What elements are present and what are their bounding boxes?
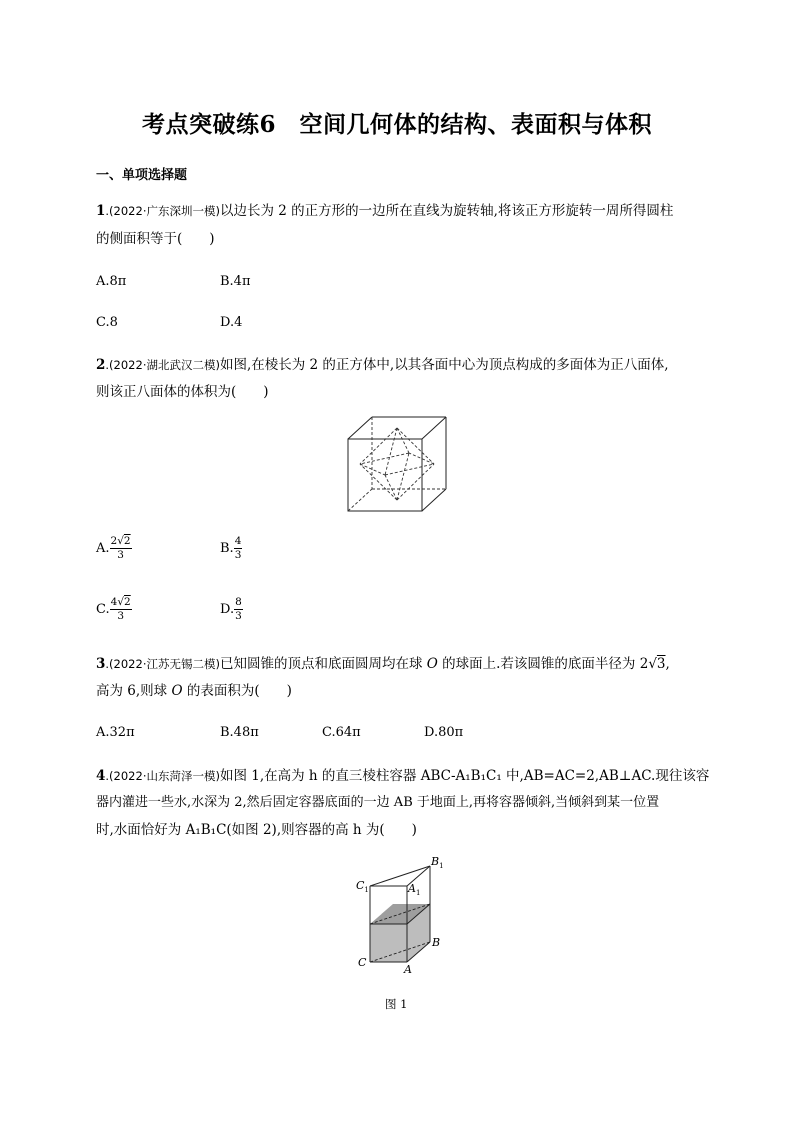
- option-d[interactable]: D.80π: [424, 725, 464, 740]
- radicand: 2: [124, 596, 131, 608]
- label-a: A: [404, 963, 412, 976]
- fraction: $\frac{2√2}{3}$: [110, 535, 131, 561]
- option-letter: C.: [96, 602, 110, 617]
- question-source: .(2022·山东菏泽一模): [105, 769, 220, 783]
- option-a[interactable]: A.32π: [96, 725, 135, 740]
- numerator: 4: [234, 535, 242, 547]
- numerator: 8: [235, 596, 242, 608]
- denominator: 3: [235, 610, 242, 622]
- radicand: 2: [123, 535, 131, 547]
- option-letter: A.: [96, 541, 110, 556]
- option-letter: D.: [220, 602, 235, 617]
- question-number: 1: [96, 203, 106, 219]
- label-b: B: [432, 936, 441, 949]
- fraction: [234, 535, 243, 562]
- denominator: 3: [117, 610, 124, 622]
- question-source: .(2022·湖北武汉二模): [105, 358, 220, 372]
- denominator: 3: [234, 549, 242, 561]
- label-a1: $A_1$: [408, 882, 421, 897]
- option-a[interactable]: A.8π: [96, 274, 127, 289]
- question-4-line-3: 时,水面恰好为 A₁B₁C(如图 2),则容器的高 h 为( ): [96, 822, 417, 838]
- question-text: 的表面积为( ): [182, 683, 292, 699]
- fraction: [234, 596, 243, 623]
- option-d[interactable]: D.4: [220, 315, 243, 330]
- question-text: 如图,在棱长为 2 的正方体中,以其各面中心为顶点构成的多面体为正八面体,: [219, 357, 669, 373]
- question-3-line-1: 3.(2022·江苏无锡二模)已知圆锥的顶点和底面圆周均在球 O 的球面上.若该圆锥的底面半径为 2√3,: [96, 656, 670, 672]
- radicand: 3: [656, 656, 666, 672]
- prism-container-figure: [352, 852, 442, 976]
- option-letter: B.: [220, 541, 234, 556]
- option-d[interactable]: [220, 596, 243, 623]
- question-source: .(2022·广东深圳一模): [105, 204, 220, 218]
- question-4-line-1: [96, 763, 709, 789]
- label-b1: $B_1$: [431, 855, 444, 870]
- option-b[interactable]: [220, 535, 242, 562]
- question-text: ,: [665, 656, 670, 672]
- question-source: .(2022·江苏无锡二模): [105, 657, 220, 671]
- question-2-line-1: [96, 352, 669, 378]
- denominator: 3: [117, 549, 124, 561]
- question-3-line-2: [96, 678, 292, 704]
- figure-caption: 图 1: [385, 997, 408, 1011]
- cube-octahedron-figure: [345, 414, 449, 514]
- question-number: 2: [96, 357, 106, 373]
- question-text: 以边长为 2 的正方形的一边所在直线为旋转轴,将该正方形旋转一周所得圆柱: [219, 203, 674, 219]
- numerator-coefficient: 2: [110, 535, 118, 547]
- numerator-coefficient: 4: [110, 596, 118, 608]
- question-1-line-2: 的侧面积等于( ): [96, 231, 215, 247]
- option-a[interactable]: [96, 535, 132, 562]
- label-c: C: [358, 956, 367, 969]
- option-c[interactable]: C.8: [96, 315, 118, 330]
- fraction: $\frac{4√2}{3}$: [110, 596, 131, 622]
- question-number: 4: [96, 768, 106, 784]
- option-c[interactable]: C.64π: [322, 725, 361, 740]
- question-number: 3: [96, 656, 106, 672]
- question-text: 的球面上.若该圆锥的底面半径为 2: [437, 656, 649, 672]
- option-c[interactable]: [96, 596, 132, 623]
- label-c1: $C_1$: [356, 879, 369, 894]
- option-b[interactable]: B.4π: [220, 274, 251, 289]
- question-2-line-2: 则该正八面体的体积为( ): [96, 384, 269, 400]
- variable-o: O: [171, 683, 183, 699]
- page-title: 考点突破练6 空间几何体的结构、表面积与体积: [141, 111, 652, 138]
- question-text: 已知圆锥的顶点和底面圆周均在球: [219, 656, 427, 672]
- question-1-line-1: [96, 198, 673, 224]
- section-heading: 一、单项选择题: [96, 168, 188, 183]
- question-text: 如图 1,在高为 h 的直三棱柱容器 ABC-A₁B₁C₁ 中,AB=AC=2,AB⊥AC.现往该容: [219, 768, 710, 784]
- variable-o: O: [426, 656, 438, 672]
- question-text: 高为 6,则球: [96, 683, 172, 699]
- question-4-line-2: 器内灌进一些水,水深为 2,然后固定容器底面的一边 AB 于地面上,再将容器倾斜,当倾斜到某一位置: [96, 795, 660, 810]
- option-b[interactable]: B.48π: [220, 725, 259, 740]
